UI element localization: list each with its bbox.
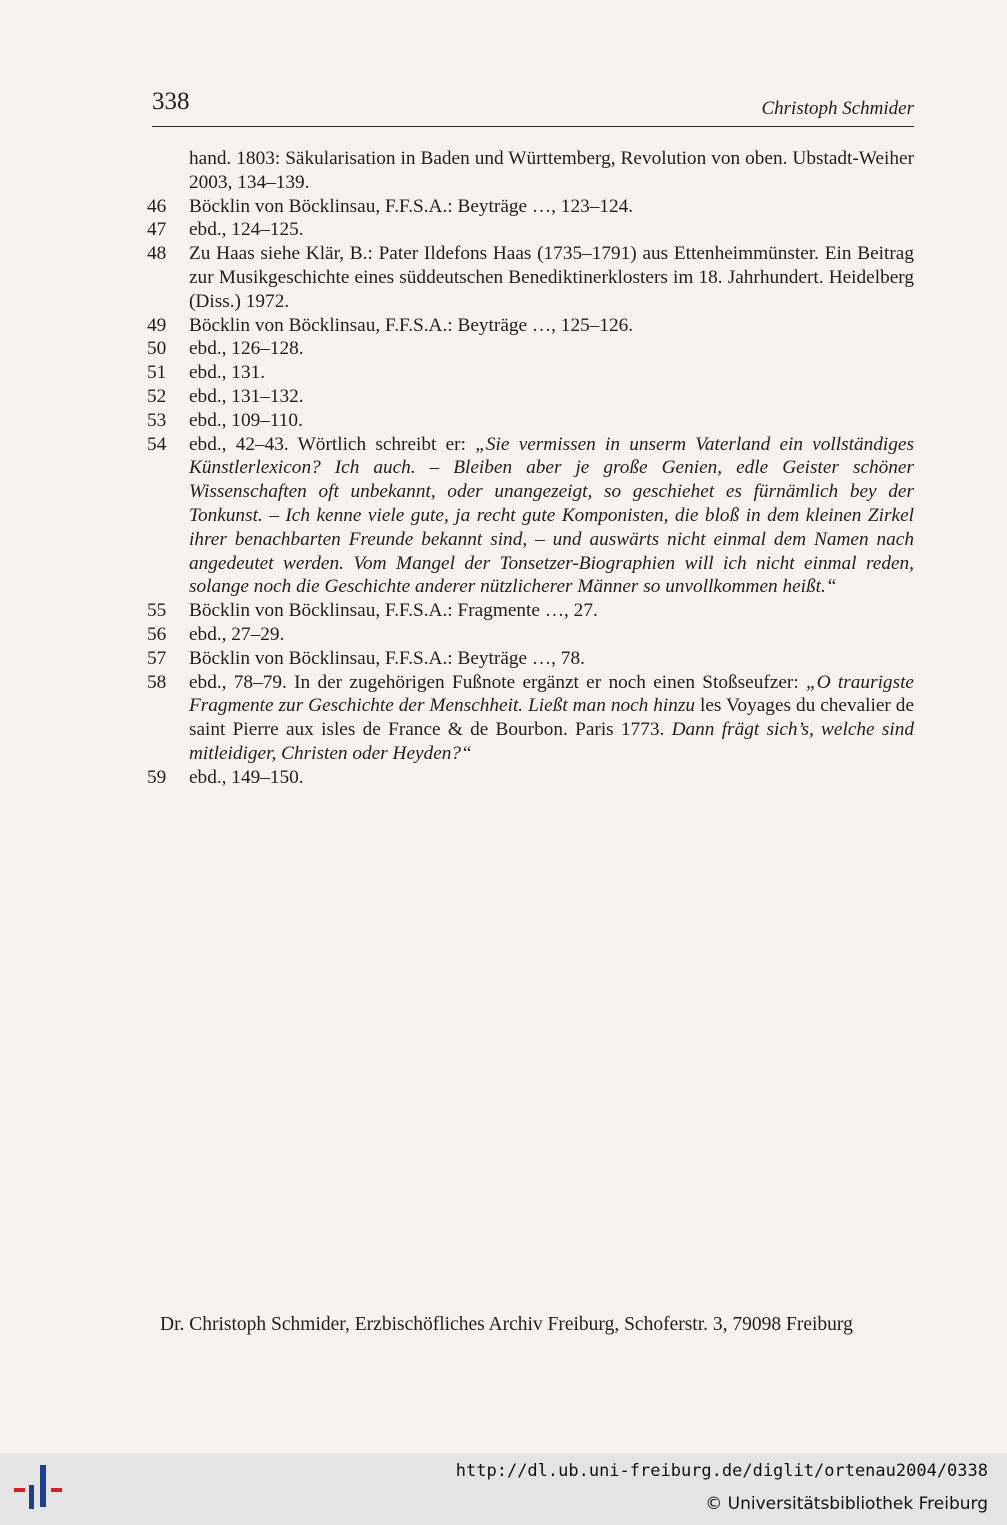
footnote-number: 58 (147, 671, 167, 693)
footnote-text (189, 433, 914, 600)
footnote-text-roman: les Voyages du chevalier de saint Pierre aux isles de France & de Bourbon. Paris 1773. (189, 695, 914, 741)
footnote-text-roman: ebd., 42–43. Wörtlich schreibt er: (189, 433, 476, 455)
footnote-number: 52 (147, 385, 167, 407)
footnote-51 (147, 361, 914, 385)
footnote-47 (147, 218, 914, 242)
footnote-number: 51 (147, 362, 167, 384)
footnote-number: 48 (147, 243, 167, 265)
footnote-number: 53 (147, 409, 167, 431)
footnote-number: 50 (147, 338, 167, 360)
footnote-number: 55 (147, 600, 167, 622)
footnote-number: 57 (147, 647, 167, 669)
running-head: Christoph Schmider (761, 98, 914, 119)
footnote-text-roman: ebd., 78–79. In der zugehörigen Fußnote ergänzt er noch einen Stoßseufzer: (189, 671, 806, 693)
ub-freiburg-logo-icon (10, 1463, 66, 1515)
footer-bar (0, 1453, 1007, 1525)
footnote-text: Böcklin von Böcklinsau, F.F.S.A.: Beyträge …, 125–126. (189, 314, 634, 336)
footnote-46 (147, 195, 914, 219)
footnote-58 (147, 671, 914, 766)
footer-copyright: © Universitätsbibliothek Freiburg (705, 1494, 988, 1514)
footnote-number: 49 (147, 314, 167, 336)
footnote-56 (147, 623, 914, 647)
footnote-53 (147, 409, 914, 433)
footnote-54 (147, 433, 914, 600)
footnote-number: 56 (147, 623, 167, 645)
footnote-quote: Dann frägt sich’s, welche sind mitleidiger, Christen oder Heyden?“ (189, 719, 914, 764)
author-address: Dr. Christoph Schmider, Erzbischöfliches Archiv Freiburg, Schoferstr. 3, 79098 Freiburg (160, 1314, 853, 1335)
footnote-number: 46 (147, 195, 167, 217)
page-header (152, 88, 914, 127)
footnote-text: Zu Haas siehe Klär, B.: Pater Ildefons Haas (1735–1791) aus Ettenheimmünster. Ein Beitrag zur Musikgeschichte eines süddeutschen Benediktinerklosters im 18. Jahrhundert. Heidelberg (Diss.) 1972. (189, 243, 914, 312)
footnote-59 (147, 766, 914, 790)
footnote-57 (147, 647, 914, 671)
footnote-text: ebd., 131–132. (189, 385, 304, 407)
footnote-52 (147, 385, 914, 409)
footnote-quote: „Sie vermissen in unserm Vaterland ein vollständiges Künstlerlexicon? Ich auch. – Bleiben aber je große Genien, edle Geister schöner Wissenschaften oft unbekannt, oder unangezeigt, so geschiehet es fürnämlich bey der Tonkunst. – Ich kenne viele gute, ja recht gute Komponisten, die bloß in dem kleinen Zirkel ihrer benachbarten Freunde bekannt sind, – und auswärts nicht einmal dem Namen nach angedeutet werden. Vom Mangel der Tonsetzer-Biographien will ich nicht einmal reden, solange noch die Geschichte anderer nützlicherer Männer so unvollkommen heißt.“ (189, 433, 914, 598)
footnote-text (189, 671, 914, 766)
footnote-text: ebd., 109–110. (189, 409, 303, 431)
footnote-text: hand. 1803: Säkularisation in Baden und Württemberg, Revolution von oben. Ubstadt-Weiher 2003, 134–139. (189, 148, 914, 193)
footnote-text: Böcklin von Böcklinsau, F.F.S.A.: Beyträge …, 78. (189, 647, 585, 669)
footnote-quote: „O traurigste Fragmente zur Geschichte der Menschheit. Ließt man noch hinzu (189, 671, 914, 717)
footnotes (147, 147, 914, 790)
footnote-48 (147, 242, 914, 313)
footnote-text: ebd., 149–150. (189, 766, 304, 788)
footnote-55 (147, 599, 914, 623)
footnote-continuation (147, 147, 914, 195)
footnote-number: 47 (147, 219, 167, 241)
page-number: 338 (152, 88, 190, 115)
footnote-text: Böcklin von Böcklinsau, F.F.S.A.: Fragmente …, 27. (189, 600, 598, 622)
footnote-text: Böcklin von Böcklinsau, F.F.S.A.: Beyträge …, 123–124. (189, 195, 634, 217)
footer-url-link[interactable]: http://dl.ub.uni-freiburg.de/diglit/ortenau2004/0338 (455, 1461, 988, 1481)
footnote-number: 54 (147, 433, 167, 455)
footnote-50 (147, 337, 914, 361)
footnote-text: ebd., 27–29. (189, 623, 285, 645)
footnote-number: 59 (147, 766, 167, 788)
footnote-text: ebd., 124–125. (189, 219, 304, 241)
footnote-text: ebd., 126–128. (189, 338, 304, 360)
footnote-49 (147, 314, 914, 338)
footnote-text: ebd., 131. (189, 362, 266, 384)
